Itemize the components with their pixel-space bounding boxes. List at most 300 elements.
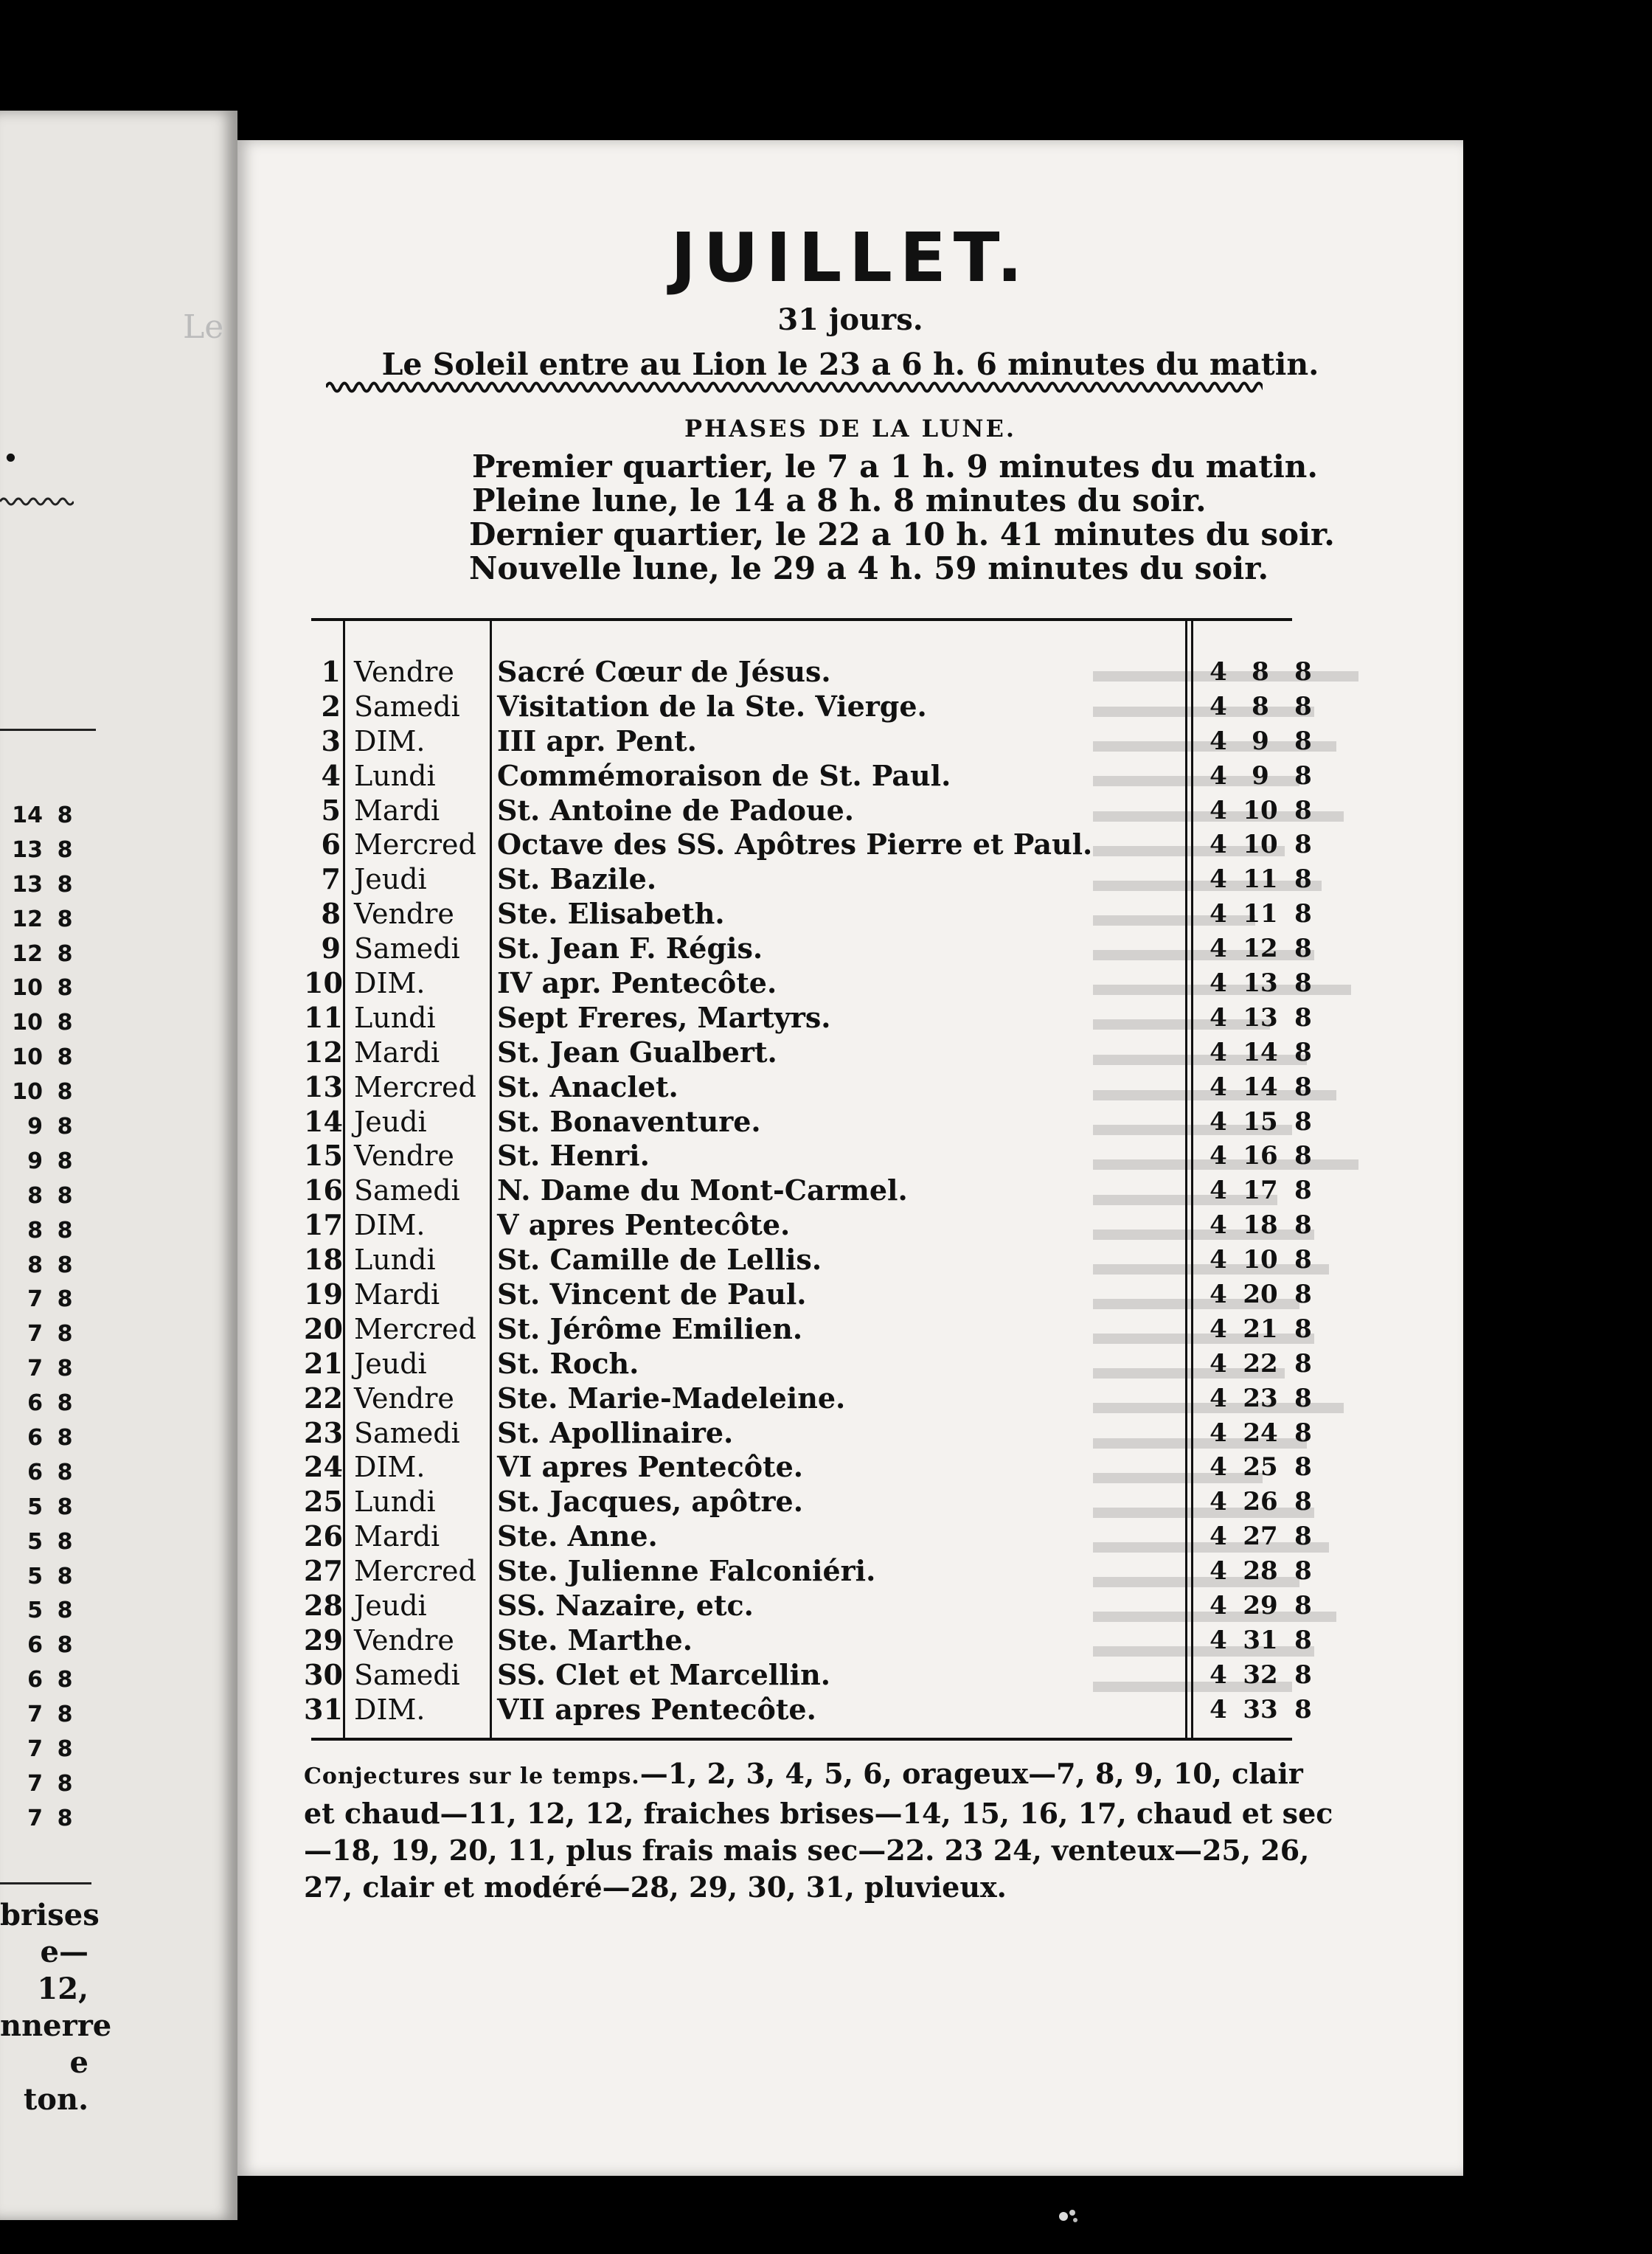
phase-full-moon: Pleine lune, le 14 a 8 h. 8 minutes du soir. (472, 482, 1207, 519)
sunset-hour: 4 (1210, 1141, 1227, 1171)
column-value: 8 (1294, 1314, 1312, 1344)
sunset-minute: 32 (1243, 1660, 1278, 1690)
left-fragment-line: brises (0, 1898, 100, 1932)
sunset-hour: 4 (1210, 1487, 1227, 1517)
left-row (0, 975, 103, 1010)
left-row (0, 1114, 103, 1148)
calendar-row (304, 1277, 1312, 1312)
left-row (0, 1632, 103, 1667)
day-number: 8 (321, 897, 341, 931)
sunset-hour: 4 (1210, 1348, 1227, 1379)
left-row-value: 10 (12, 1044, 43, 1071)
weekday: DIM. (354, 1209, 426, 1242)
left-row-value: 8 (27, 1252, 43, 1278)
left-row-value: 13 (12, 836, 43, 863)
calendar-row (304, 724, 1312, 759)
left-row-value: 8 (57, 1114, 73, 1140)
left-row-value: 8 (57, 1805, 73, 1831)
sunset-hour: 4 (1210, 1037, 1227, 1067)
day-number: 28 (304, 1589, 343, 1623)
weekday: DIM. (354, 967, 426, 1000)
left-fragment-line: nnerre (0, 2008, 112, 2043)
conjectures-label: Conjectures sur le temps. (304, 1764, 640, 1789)
sunset-hour: 4 (1210, 1625, 1227, 1655)
left-row-value: 8 (57, 1736, 73, 1763)
sunset-hour: 4 (1210, 1106, 1227, 1137)
day-number: 11 (304, 1000, 343, 1034)
column-value: 8 (1294, 1591, 1312, 1621)
day-number: 29 (304, 1623, 343, 1657)
sunset-minute: 24 (1243, 1418, 1278, 1448)
left-row-value: 7 (27, 1286, 43, 1313)
feast-name: St. Vincent de Paul. (497, 1277, 807, 1311)
sunset-minute: 8 (1252, 691, 1269, 721)
day-number: 25 (304, 1485, 343, 1519)
day-number: 12 (304, 1035, 343, 1069)
left-row-value: 13 (12, 871, 43, 898)
sunset-minute: 22 (1243, 1348, 1278, 1379)
sunset-minute: 28 (1243, 1556, 1278, 1587)
feast-name: N. Dame du Mont-Carmel. (497, 1173, 908, 1207)
weekday: DIM. (354, 724, 426, 757)
left-row (0, 906, 103, 941)
column-value: 8 (1294, 1418, 1312, 1448)
weekday: Mercred (354, 1070, 476, 1103)
sunset-hour: 4 (1210, 1176, 1227, 1206)
sunset-minute: 9 (1252, 760, 1269, 791)
sunset-hour: 4 (1210, 1072, 1227, 1102)
left-row (0, 1321, 103, 1356)
weekday: Mardi (354, 794, 440, 827)
left-row-value: 8 (57, 1044, 73, 1071)
left-fragment-line: e—12, (37, 1935, 88, 2006)
feast-name: Sacré Cœur de Jésus. (497, 655, 831, 688)
left-row (0, 1425, 103, 1460)
feast-name: VI apres Pentecôte. (497, 1450, 804, 1484)
left-row (0, 1183, 103, 1218)
left-row (0, 1356, 103, 1390)
left-row-value: 5 (27, 1563, 43, 1589)
calendar-row (304, 1069, 1312, 1105)
almanac-page (237, 140, 1463, 2176)
feast-name: St. Camille de Lellis. (497, 1243, 822, 1277)
sunset-hour: 4 (1210, 1591, 1227, 1621)
day-number: 21 (304, 1346, 343, 1380)
day-number: 16 (304, 1173, 343, 1207)
calendar-row (304, 1139, 1312, 1173)
column-value: 8 (1294, 1280, 1312, 1310)
day-number: 31 (304, 1692, 343, 1726)
sunset-minute: 26 (1243, 1487, 1278, 1517)
column-value: 8 (1294, 657, 1312, 687)
calendar-row (304, 828, 1312, 862)
sunset-hour: 4 (1210, 1418, 1227, 1448)
day-number: 5 (321, 793, 341, 827)
column-value: 8 (1294, 1106, 1312, 1137)
left-row (0, 941, 103, 976)
column-value: 8 (1294, 1694, 1312, 1724)
left-row-value: 9 (27, 1148, 43, 1174)
column-value: 8 (1294, 691, 1312, 721)
column-value: 8 (1294, 864, 1312, 895)
column-value: 8 (1294, 726, 1312, 756)
left-row (0, 1702, 103, 1736)
sunset-minute: 14 (1243, 1037, 1278, 1067)
left-fragment-line: e ton. (23, 2045, 88, 2117)
day-number: 4 (321, 758, 341, 792)
feast-name: St. Bonaventure. (497, 1104, 761, 1138)
left-row-value: 6 (27, 1459, 43, 1485)
feast-name: Ste. Elisabeth. (497, 897, 725, 931)
weekday: DIM. (354, 1693, 426, 1726)
left-row (0, 1771, 103, 1806)
weekday: Mercred (354, 828, 476, 861)
column-value: 8 (1294, 1176, 1312, 1206)
left-row-value: 8 (57, 1425, 73, 1452)
left-row-value: 8 (57, 1182, 73, 1209)
weekday: DIM. (354, 1451, 426, 1484)
moon-phases-heading: PHASES DE LA LUNE. (684, 415, 1017, 443)
column-value: 8 (1294, 1348, 1312, 1379)
column-value: 8 (1294, 830, 1312, 860)
left-row-value: 7 (27, 1770, 43, 1797)
day-number: 19 (304, 1277, 343, 1311)
left-row (0, 1010, 103, 1044)
day-number: 9 (321, 932, 341, 965)
left-row (0, 872, 103, 906)
feast-name: St. Anaclet. (497, 1069, 678, 1103)
day-number: 6 (321, 828, 341, 861)
days-count: 31 jours. (777, 302, 923, 337)
weekday: Samedi (354, 690, 460, 723)
feast-name: Ste. Marie-Madeleine. (497, 1381, 846, 1415)
calendar-row (304, 1381, 1312, 1416)
feast-name: SS. Clet et Marcellin. (497, 1657, 830, 1691)
left-row (0, 1529, 103, 1564)
left-row-value: 8 (57, 1217, 73, 1244)
left-row-value: 7 (27, 1356, 43, 1382)
left-row (0, 802, 103, 837)
left-row-value: 8 (57, 1770, 73, 1797)
left-row (0, 837, 103, 872)
sunset-hour: 4 (1210, 864, 1227, 895)
column-value: 8 (1294, 1625, 1312, 1655)
feast-name: St. Jean Gualbert. (497, 1035, 777, 1069)
left-row-value: 5 (27, 1494, 43, 1520)
day-number: 24 (304, 1450, 343, 1484)
weekday: Mercred (354, 1312, 476, 1345)
column-value: 8 (1294, 1556, 1312, 1587)
calendar-row (304, 1000, 1312, 1036)
calendar-top-rule (311, 618, 1292, 621)
left-row (0, 1390, 103, 1425)
sunset-minute: 17 (1243, 1176, 1278, 1206)
calendar-row (304, 1450, 1312, 1485)
calendar-row (304, 1243, 1312, 1277)
left-row-value: 10 (12, 975, 43, 1002)
calendar-row (304, 1554, 1312, 1589)
sunset-minute: 20 (1243, 1280, 1278, 1310)
sunset-hour: 4 (1210, 899, 1227, 929)
weekday: Samedi (354, 1174, 460, 1207)
column-value: 8 (1294, 1141, 1312, 1171)
left-row-value: 8 (57, 1667, 73, 1693)
left-row (0, 1667, 103, 1702)
sunset-hour: 4 (1210, 830, 1227, 860)
phase-first-quarter: Premier quartier, le 7 a 1 h. 9 minutes du matin. (472, 448, 1318, 485)
day-number: 1 (321, 655, 341, 688)
sunset-hour: 4 (1210, 1280, 1227, 1310)
left-row (0, 1148, 103, 1183)
left-row-value: 8 (57, 1390, 73, 1417)
phase-new-moon: Nouvelle lune, le 29 a 4 h. 59 minutes du soir. (469, 550, 1269, 586)
column-value: 8 (1294, 1245, 1312, 1275)
feast-name: St. Jérôme Emilien. (497, 1311, 803, 1345)
feast-name: SS. Nazaire, etc. (497, 1589, 754, 1623)
weekday: Lundi (354, 1244, 436, 1277)
column-value: 8 (1294, 1002, 1312, 1033)
left-row-value: 8 (57, 1286, 73, 1313)
left-row-value: 8 (57, 1148, 73, 1174)
left-row-value: 6 (27, 1632, 43, 1659)
weekday: Mardi (354, 1520, 440, 1553)
column-value: 8 (1294, 1072, 1312, 1102)
column-value: 8 (1294, 1210, 1312, 1241)
scan-speck (1055, 2205, 1084, 2227)
column-value: 8 (1294, 1452, 1312, 1483)
sunset-hour: 4 (1210, 657, 1227, 687)
day-number: 23 (304, 1415, 343, 1449)
weekday: Samedi (354, 932, 460, 965)
sunset-minute: 33 (1243, 1694, 1278, 1724)
day-number: 30 (304, 1657, 343, 1691)
sunset-minute: 13 (1243, 1002, 1278, 1033)
left-row (0, 1044, 103, 1079)
left-row-value: 5 (27, 1598, 43, 1624)
column-value: 8 (1294, 968, 1312, 999)
left-row (0, 1564, 103, 1598)
calendar-row (304, 689, 1312, 724)
sunset-hour: 4 (1210, 726, 1227, 756)
weekday: Jeudi (354, 1589, 427, 1623)
weekday: Lundi (354, 1001, 436, 1034)
sunset-minute: 31 (1243, 1625, 1278, 1655)
weekday: Vendre (354, 898, 454, 931)
calendar-row (304, 1173, 1312, 1208)
left-row (0, 1460, 103, 1494)
weekday: Mercred (354, 1555, 476, 1588)
weather-conjectures (304, 1755, 1336, 1906)
column-value: 8 (1294, 1037, 1312, 1067)
sunset-minute: 9 (1252, 726, 1269, 756)
weekday: Samedi (354, 1416, 460, 1449)
calendar-row (304, 793, 1312, 828)
feast-name: St. Jean F. Régis. (497, 932, 763, 965)
left-row-value: 9 (27, 1114, 43, 1140)
left-row-value: 6 (27, 1425, 43, 1452)
calendar-row (304, 758, 1312, 794)
left-row-value: 7 (27, 1805, 43, 1831)
left-row-value: 7 (27, 1321, 43, 1348)
left-fragment-dot: . (3, 420, 18, 472)
left-row (0, 1218, 103, 1252)
day-number: 18 (304, 1243, 343, 1277)
left-row-value: 7 (27, 1702, 43, 1728)
sunset-hour: 4 (1210, 1314, 1227, 1344)
sunset-hour: 4 (1210, 691, 1227, 721)
column-value: 8 (1294, 1522, 1312, 1552)
left-row-value: 8 (27, 1182, 43, 1209)
sunset-minute: 11 (1243, 864, 1278, 895)
sunset-minute: 16 (1243, 1141, 1278, 1171)
feast-name: St. Jacques, apôtre. (497, 1485, 803, 1519)
left-row-value: 8 (57, 1010, 73, 1036)
day-number: 10 (304, 966, 343, 1000)
weekday: Mardi (354, 1036, 440, 1069)
sunset-hour: 4 (1210, 1660, 1227, 1690)
day-number: 7 (321, 862, 341, 896)
day-number: 2 (321, 689, 341, 723)
calendar-row (304, 1692, 1312, 1727)
day-number: 13 (304, 1069, 343, 1103)
left-page-fragment (0, 111, 237, 2220)
day-number: 15 (304, 1139, 343, 1173)
left-row-value: 12 (12, 906, 43, 932)
calendar-row (304, 1519, 1312, 1554)
phase-last-quarter: Dernier quartier, le 22 a 10 h. 41 minutes du soir. (469, 516, 1335, 552)
feast-name: St. Apollinaire. (497, 1415, 734, 1449)
sunset-hour: 4 (1210, 934, 1227, 964)
day-number: 20 (304, 1311, 343, 1345)
feast-name: Ste. Julienne Falconiéri. (497, 1554, 876, 1588)
left-row-value: 8 (27, 1217, 43, 1244)
sunset-minute: 10 (1243, 830, 1278, 860)
feast-name: St. Henri. (497, 1139, 650, 1173)
calendar-row (304, 1346, 1312, 1381)
day-number: 14 (304, 1104, 343, 1138)
calendar-table (304, 655, 1312, 1727)
left-row-value: 8 (57, 1356, 73, 1382)
weekday: Lundi (354, 759, 436, 792)
weekday: Jeudi (354, 1105, 427, 1138)
left-text-fragments (0, 1897, 112, 2118)
calendar-row (304, 932, 1312, 966)
left-number-column (0, 802, 103, 1840)
sunset-hour: 4 (1210, 1245, 1227, 1275)
day-number: 22 (304, 1381, 343, 1415)
sunset-hour: 4 (1210, 1452, 1227, 1483)
left-table-rule (0, 729, 96, 731)
sunset-minute: 11 (1243, 899, 1278, 929)
sunset-hour: 4 (1210, 1522, 1227, 1552)
sunset-minute: 21 (1243, 1314, 1278, 1344)
feast-name: V apres Pentecôte. (497, 1208, 791, 1242)
day-number: 17 (304, 1208, 343, 1242)
left-bottom-rule (0, 1882, 91, 1884)
weekday: Vendre (354, 1140, 454, 1173)
weekday: Lundi (354, 1485, 436, 1519)
column-value: 8 (1294, 795, 1312, 825)
column-value: 8 (1294, 934, 1312, 964)
left-row-value: 10 (12, 1010, 43, 1036)
sunset-minute: 15 (1243, 1106, 1278, 1137)
feast-name: St. Bazile. (497, 862, 657, 896)
left-wave-ornament (0, 494, 74, 509)
calendar-row (304, 1035, 1312, 1070)
sunset-minute: 23 (1243, 1383, 1278, 1413)
feast-name: Ste. Anne. (497, 1519, 658, 1553)
calendar-row (304, 862, 1312, 897)
column-value: 8 (1294, 1487, 1312, 1517)
left-row (0, 1806, 103, 1840)
sunset-minute: 8 (1252, 657, 1269, 687)
left-row-value: 8 (57, 906, 73, 932)
left-row (0, 1286, 103, 1321)
feast-name: IV apr. Pentecôte. (497, 966, 777, 1000)
sun-entry-line: Le Soleil entre au Lion le 23 a 6 h. 6 minutes du matin. (381, 347, 1319, 382)
day-number: 26 (304, 1519, 343, 1553)
left-row-value: 8 (57, 1702, 73, 1728)
calendar-row (304, 966, 1312, 1001)
left-row (0, 1494, 103, 1529)
feast-name: Visitation de la Ste. Vierge. (497, 689, 927, 723)
left-row (0, 1079, 103, 1114)
left-row-value: 14 (12, 802, 43, 828)
feast-name: Octave des SS. Apôtres Pierre et Paul. (497, 828, 1093, 861)
left-row-value: 8 (57, 1252, 73, 1278)
calendar-row (304, 1485, 1312, 1519)
calendar-row (304, 1208, 1312, 1243)
day-number: 3 (321, 724, 341, 757)
left-row-value: 8 (57, 836, 73, 863)
sunset-minute: 18 (1243, 1210, 1278, 1241)
left-row-value: 8 (57, 1079, 73, 1106)
calendar-bottom-rule (311, 1738, 1292, 1741)
left-row-value: 8 (57, 1563, 73, 1589)
sunset-hour: 4 (1210, 968, 1227, 999)
left-fragment-top: Le (183, 308, 224, 346)
column-value: 8 (1294, 1660, 1312, 1690)
weekday: Vendre (354, 1623, 454, 1657)
column-value: 8 (1294, 760, 1312, 791)
sunset-hour: 4 (1210, 1694, 1227, 1724)
calendar-row (304, 1415, 1312, 1451)
feast-name: Commémoraison de St. Paul. (497, 758, 951, 792)
calendar-row (304, 655, 1312, 690)
calendar-row (304, 1623, 1312, 1658)
sunset-hour: 4 (1210, 1002, 1227, 1033)
sunset-minute: 14 (1243, 1072, 1278, 1102)
left-row (0, 1736, 103, 1771)
feast-name: Ste. Marthe. (497, 1623, 693, 1657)
feast-name: St. Roch. (497, 1346, 639, 1380)
calendar-row (304, 1589, 1312, 1623)
sunset-minute: 10 (1243, 795, 1278, 825)
left-row (0, 1598, 103, 1632)
left-row-value: 6 (27, 1390, 43, 1417)
left-row (0, 1252, 103, 1287)
sunset-hour: 4 (1210, 1210, 1227, 1241)
column-value: 8 (1294, 899, 1312, 929)
weekday: Jeudi (354, 863, 427, 896)
calendar-row (304, 1311, 1312, 1347)
feast-name: St. Antoine de Padoue. (497, 793, 855, 827)
conjectures-text: —1, 2, 3, 4, 5, 6, orageux—7, 8, 9, 10, clair et chaud—11, 12, 12, fraiches brises—14, 15, 16, 17, chaud et sec—18, 19, 20, 11, plus frais mais sec—22. 23 24, venteux—25, 26, 27, clair et modéré—28, 29, 30, 31, pluvieux. (304, 1757, 1333, 1904)
weekday: Jeudi (354, 1347, 427, 1380)
sunset-minute: 12 (1243, 934, 1278, 964)
left-row-value: 12 (12, 940, 43, 967)
left-row-value: 8 (57, 940, 73, 967)
